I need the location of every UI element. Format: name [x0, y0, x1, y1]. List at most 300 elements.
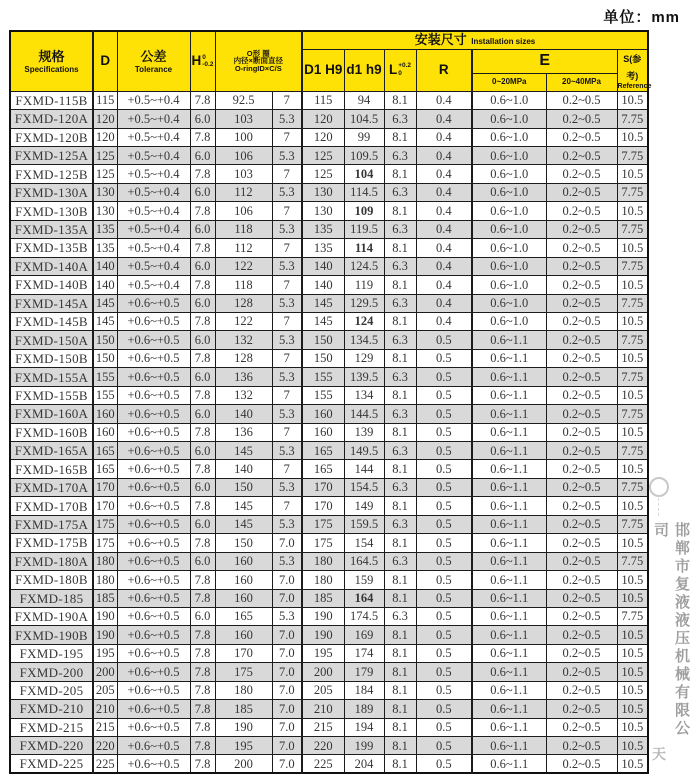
- cell-d1h9: 109.5: [344, 147, 384, 165]
- cell-tol: +0.6~+0.5: [117, 294, 190, 312]
- cell-e2: 0.2~0.5: [546, 755, 617, 773]
- cell-tol: +0.5~+0.4: [117, 239, 190, 257]
- cell-spec: FXMD-115B: [10, 91, 93, 109]
- cell-h: 6.0: [190, 442, 215, 460]
- cell-s: 10.5: [617, 681, 648, 699]
- table-row: [10, 220, 648, 238]
- cell-e2: 0.2~0.5: [546, 497, 617, 515]
- cell-d1h9: 159: [344, 571, 384, 589]
- cell-ocs: 5.3: [272, 607, 302, 625]
- header-s-en: Reference: [617, 83, 652, 91]
- cell-e1: 0.6~1.1: [472, 497, 546, 515]
- cell-d1: 180: [302, 571, 344, 589]
- header-d1h9-small: d1 h9: [344, 49, 384, 91]
- cell-r: 0.5: [416, 700, 472, 718]
- table-row: [10, 497, 648, 515]
- cell-e2: 0.2~0.5: [546, 571, 617, 589]
- table-row: [10, 202, 648, 220]
- cell-s: 10.5: [617, 755, 648, 773]
- cell-l: 6.3: [384, 110, 416, 128]
- cell-d: 180: [93, 552, 117, 570]
- cell-l: 8.1: [384, 718, 416, 736]
- table-row: [10, 700, 648, 718]
- cell-oid: 128: [215, 294, 272, 312]
- cell-h: 6.0: [190, 220, 215, 238]
- cell-d1h9: 129: [344, 349, 384, 367]
- specifications-table: [9, 30, 652, 774]
- cell-d1h9: 179: [344, 663, 384, 681]
- cell-d: 175: [93, 534, 117, 552]
- cell-s: 10.5: [617, 718, 648, 736]
- cell-spec: FXMD-130B: [10, 202, 93, 220]
- cell-l: 8.1: [384, 460, 416, 478]
- cell-tol: +0.6~+0.5: [117, 312, 190, 330]
- cell-spec: FXMD-140B: [10, 276, 93, 294]
- cell-d1h9: 204: [344, 755, 384, 773]
- cell-l: 6.3: [384, 607, 416, 625]
- cell-s: 10.5: [617, 276, 648, 294]
- cell-oid: 190: [215, 718, 272, 736]
- cell-d1h9: 159.5: [344, 515, 384, 533]
- cell-e1: 0.6~1.1: [472, 663, 546, 681]
- cell-e1: 0.6~1.1: [472, 552, 546, 570]
- cell-oid: 145: [215, 515, 272, 533]
- cell-r: 0.5: [416, 442, 472, 460]
- cell-l: 6.3: [384, 552, 416, 570]
- cell-ocs: 7: [272, 239, 302, 257]
- cell-l: 8.1: [384, 589, 416, 607]
- cell-e1: 0.6~1.0: [472, 128, 546, 146]
- cell-s: 10.5: [617, 737, 648, 755]
- cell-ocs: 5.3: [272, 220, 302, 238]
- cell-h: 7.8: [190, 312, 215, 330]
- cell-e2: 0.2~0.5: [546, 423, 617, 441]
- cell-e2: 0.2~0.5: [546, 737, 617, 755]
- cell-tol: +0.5~+0.4: [117, 220, 190, 238]
- table-row: [10, 442, 648, 460]
- cell-s: 7.75: [617, 478, 648, 496]
- cell-r: 0.5: [416, 589, 472, 607]
- cell-l: 6.3: [384, 331, 416, 349]
- table-row: [10, 91, 648, 109]
- cell-h: 7.8: [190, 737, 215, 755]
- cell-r: 0.5: [416, 368, 472, 386]
- cell-tol: +0.5~+0.4: [117, 165, 190, 183]
- cell-r: 0.5: [416, 663, 472, 681]
- cell-oid: 122: [215, 312, 272, 330]
- cell-e2: 0.2~0.5: [546, 515, 617, 533]
- cell-d1: 185: [302, 589, 344, 607]
- cell-ocs: 7: [272, 202, 302, 220]
- cell-spec: FXMD-180A: [10, 552, 93, 570]
- cell-s: 7.75: [617, 110, 648, 128]
- header-d: D: [93, 31, 117, 91]
- cell-spec: FXMD-125B: [10, 165, 93, 183]
- cell-d1h9: 184: [344, 681, 384, 699]
- unit-label: 单位：mm: [603, 9, 680, 26]
- cell-e2: 0.2~0.5: [546, 663, 617, 681]
- cell-d1: 155: [302, 368, 344, 386]
- cell-ocs: 7.0: [272, 737, 302, 755]
- cell-e1: 0.6~1.1: [472, 607, 546, 625]
- cell-s: 10.5: [617, 589, 648, 607]
- cell-d: 215: [93, 718, 117, 736]
- cell-e2: 0.2~0.5: [546, 183, 617, 201]
- cell-spec: FXMD-155A: [10, 368, 93, 386]
- table-row: [10, 239, 648, 257]
- cell-l: 6.3: [384, 515, 416, 533]
- cell-l: 8.1: [384, 700, 416, 718]
- cell-h: 7.8: [190, 663, 215, 681]
- cell-s: 7.75: [617, 442, 648, 460]
- cell-l: 6.3: [384, 368, 416, 386]
- cell-e2: 0.2~0.5: [546, 386, 617, 404]
- cell-oid: 145: [215, 497, 272, 515]
- cell-l: 8.1: [384, 626, 416, 644]
- cell-ocs: 7.0: [272, 644, 302, 662]
- cell-h: 6.0: [190, 147, 215, 165]
- cell-d: 195: [93, 644, 117, 662]
- cell-h: 7.8: [190, 571, 215, 589]
- cell-e1: 0.6~1.1: [472, 349, 546, 367]
- cell-s: 10.5: [617, 239, 648, 257]
- cell-d: 160: [93, 405, 117, 423]
- cell-l: 6.3: [384, 294, 416, 312]
- cell-e1: 0.6~1.0: [472, 91, 546, 109]
- header-tolerance-en: Tolerance: [134, 64, 173, 74]
- table-row: [10, 681, 648, 699]
- cell-d1h9: 139.5: [344, 368, 384, 386]
- cell-d1: 130: [302, 202, 344, 220]
- table-row: [10, 312, 648, 330]
- cell-l: 8.1: [384, 663, 416, 681]
- cell-d1: 180: [302, 552, 344, 570]
- table-row: [10, 755, 648, 773]
- cell-ocs: 7.0: [272, 626, 302, 644]
- cell-d: 150: [93, 331, 117, 349]
- cell-r: 0.5: [416, 681, 472, 699]
- header-tolerance: [117, 31, 190, 91]
- cell-h: 7.8: [190, 534, 215, 552]
- cell-e1: 0.6~1.1: [472, 442, 546, 460]
- cell-tol: +0.6~+0.5: [117, 589, 190, 607]
- cell-oid: 136: [215, 423, 272, 441]
- cell-d1: 225: [302, 755, 344, 773]
- cell-s: 7.75: [617, 183, 648, 201]
- cell-s: 10.5: [617, 423, 648, 441]
- cell-ocs: 5.3: [272, 294, 302, 312]
- cell-l: 8.1: [384, 571, 416, 589]
- cell-d1: 215: [302, 718, 344, 736]
- cell-h: 7.8: [190, 681, 215, 699]
- cell-tol: +0.6~+0.5: [117, 497, 190, 515]
- cell-d1h9: 174.5: [344, 607, 384, 625]
- cell-d1: 170: [302, 478, 344, 496]
- cell-oid: 160: [215, 571, 272, 589]
- cell-d: 200: [93, 663, 117, 681]
- cell-s: 7.75: [617, 220, 648, 238]
- cell-d1h9: 104.5: [344, 110, 384, 128]
- cell-d: 160: [93, 423, 117, 441]
- cell-oid: 112: [215, 183, 272, 201]
- cell-d1: 145: [302, 312, 344, 330]
- cell-spec: FXMD-120A: [10, 110, 93, 128]
- cell-e1: 0.6~1.0: [472, 257, 546, 275]
- cell-spec: FXMD-130A: [10, 183, 93, 201]
- cell-r: 0.4: [416, 294, 472, 312]
- cell-d: 140: [93, 276, 117, 294]
- cell-e2: 0.2~0.5: [546, 276, 617, 294]
- cell-spec: FXMD-180B: [10, 571, 93, 589]
- cell-spec: FXMD-160B: [10, 423, 93, 441]
- cell-s: 10.5: [617, 626, 648, 644]
- cell-oid: 132: [215, 331, 272, 349]
- cell-h: 7.8: [190, 718, 215, 736]
- cell-d: 175: [93, 515, 117, 533]
- cell-oid: 118: [215, 220, 272, 238]
- cell-d1: 165: [302, 442, 344, 460]
- cell-d1h9: 164.5: [344, 552, 384, 570]
- cell-spec: FXMD-160A: [10, 405, 93, 423]
- cell-h: 7.8: [190, 128, 215, 146]
- cell-d: 135: [93, 239, 117, 257]
- cell-e1: 0.6~1.1: [472, 515, 546, 533]
- cell-spec: FXMD-145A: [10, 294, 93, 312]
- cell-d1: 145: [302, 294, 344, 312]
- cell-ocs: 7: [272, 460, 302, 478]
- cell-l: 8.1: [384, 276, 416, 294]
- cell-r: 0.5: [416, 534, 472, 552]
- table-row: [10, 478, 648, 496]
- cell-r: 0.5: [416, 331, 472, 349]
- table-row: [10, 128, 648, 146]
- cell-ocs: 5.3: [272, 368, 302, 386]
- cell-s: 7.75: [617, 515, 648, 533]
- cell-ocs: 7: [272, 423, 302, 441]
- cell-l: 8.1: [384, 128, 416, 146]
- cell-e2: 0.2~0.5: [546, 589, 617, 607]
- cell-h: 6.0: [190, 110, 215, 128]
- cell-d1: 160: [302, 405, 344, 423]
- cell-r: 0.5: [416, 478, 472, 496]
- cell-tol: +0.6~+0.5: [117, 552, 190, 570]
- cell-r: 0.5: [416, 460, 472, 478]
- cell-d: 150: [93, 349, 117, 367]
- cell-oid: 103: [215, 110, 272, 128]
- cell-e1: 0.6~1.1: [472, 700, 546, 718]
- cell-d: 135: [93, 220, 117, 238]
- cell-d: 140: [93, 257, 117, 275]
- cell-d1h9: 129.5: [344, 294, 384, 312]
- cell-l: 8.1: [384, 681, 416, 699]
- cell-d1h9: 194: [344, 718, 384, 736]
- cell-d1h9: 114.5: [344, 183, 384, 201]
- cell-e1: 0.6~1.0: [472, 202, 546, 220]
- cell-spec: FXMD-205: [10, 681, 93, 699]
- cell-d: 185: [93, 589, 117, 607]
- cell-d1: 205: [302, 681, 344, 699]
- cell-e2: 0.2~0.5: [546, 202, 617, 220]
- cell-d1h9: 149.5: [344, 442, 384, 460]
- cell-ocs: 7: [272, 165, 302, 183]
- cell-d1: 190: [302, 607, 344, 625]
- cell-d: 205: [93, 681, 117, 699]
- cell-oid: 150: [215, 478, 272, 496]
- cell-e2: 0.2~0.5: [546, 681, 617, 699]
- side-partial-character: 天: [652, 746, 666, 762]
- cell-d1: 150: [302, 349, 344, 367]
- header-oring-en: O-ringID×C/S: [234, 64, 282, 74]
- cell-ocs: 5.3: [272, 478, 302, 496]
- cell-e1: 0.6~1.1: [472, 368, 546, 386]
- cell-spec: FXMD-175B: [10, 534, 93, 552]
- cell-r: 0.5: [416, 349, 472, 367]
- cell-oid: 140: [215, 405, 272, 423]
- cell-d1: 140: [302, 257, 344, 275]
- cell-tol: +0.6~+0.5: [117, 515, 190, 533]
- cell-h: 7.8: [190, 460, 215, 478]
- cell-h: 7.8: [190, 386, 215, 404]
- cell-spec: FXMD-150B: [10, 349, 93, 367]
- cell-d: 120: [93, 128, 117, 146]
- header-e-high: 20~40MPa: [546, 74, 617, 92]
- table-row: [10, 276, 648, 294]
- cell-d1h9: 119: [344, 276, 384, 294]
- cell-spec: FXMD-150A: [10, 331, 93, 349]
- cell-e2: 0.2~0.5: [546, 220, 617, 238]
- table-row: [10, 737, 648, 755]
- cell-tol: +0.6~+0.5: [117, 331, 190, 349]
- cell-e1: 0.6~1.1: [472, 718, 546, 736]
- cell-ocs: 7.0: [272, 700, 302, 718]
- cell-d: 145: [93, 294, 117, 312]
- cell-spec: FXMD-135B: [10, 239, 93, 257]
- cell-l: 8.1: [384, 423, 416, 441]
- cell-tol: +0.6~+0.5: [117, 460, 190, 478]
- cell-e2: 0.2~0.5: [546, 405, 617, 423]
- cell-e1: 0.6~1.0: [472, 110, 546, 128]
- cell-r: 0.4: [416, 110, 472, 128]
- cell-r: 0.5: [416, 571, 472, 589]
- cell-h: 7.8: [190, 276, 215, 294]
- cell-d1h9: 134: [344, 386, 384, 404]
- cell-l: 8.1: [384, 755, 416, 773]
- cell-tol: +0.6~+0.5: [117, 442, 190, 460]
- cell-d1: 120: [302, 110, 344, 128]
- cell-oid: 195: [215, 737, 272, 755]
- table-row: [10, 405, 648, 423]
- cell-r: 0.5: [416, 718, 472, 736]
- cell-d: 170: [93, 478, 117, 496]
- cell-e2: 0.2~0.5: [546, 644, 617, 662]
- cell-d: 190: [93, 607, 117, 625]
- cell-e1: 0.6~1.1: [472, 644, 546, 662]
- cell-d1h9: 119.5: [344, 220, 384, 238]
- cell-oid: 170: [215, 644, 272, 662]
- cell-e1: 0.6~1.0: [472, 312, 546, 330]
- cell-s: 10.5: [617, 644, 648, 662]
- cell-h: 7.8: [190, 626, 215, 644]
- cell-e2: 0.2~0.5: [546, 312, 617, 330]
- cell-h: 7.8: [190, 497, 215, 515]
- cell-ocs: 5.3: [272, 515, 302, 533]
- cell-e1: 0.6~1.1: [472, 460, 546, 478]
- cell-d1: 140: [302, 276, 344, 294]
- table-row: [10, 183, 648, 201]
- cell-d1h9: 189: [344, 700, 384, 718]
- cell-l: 8.1: [384, 644, 416, 662]
- cell-d1: 115: [302, 91, 344, 109]
- cell-oid: 136: [215, 368, 272, 386]
- cell-e2: 0.2~0.5: [546, 442, 617, 460]
- cell-e1: 0.6~1.0: [472, 147, 546, 165]
- cell-h: 7.8: [190, 91, 215, 109]
- cell-spec: FXMD-170B: [10, 497, 93, 515]
- cell-d: 210: [93, 700, 117, 718]
- table-row: [10, 626, 648, 644]
- cell-s: 10.5: [617, 386, 648, 404]
- cell-d1: 155: [302, 386, 344, 404]
- table-row: [10, 644, 648, 662]
- cell-oid: 132: [215, 386, 272, 404]
- cell-d1: 165: [302, 460, 344, 478]
- header-specifications-zh: 规格: [38, 48, 65, 64]
- table-body: [10, 91, 648, 773]
- cell-oid: 160: [215, 626, 272, 644]
- cell-e2: 0.2~0.5: [546, 294, 617, 312]
- cell-ocs: 7.0: [272, 589, 302, 607]
- cell-h: 6.0: [190, 607, 215, 625]
- cell-e2: 0.2~0.5: [546, 478, 617, 496]
- cell-tol: +0.6~+0.5: [117, 386, 190, 404]
- table-row: [10, 368, 648, 386]
- cell-d: 130: [93, 183, 117, 201]
- cell-h: 7.8: [190, 644, 215, 662]
- header-tolerance-zh: 公差: [140, 48, 167, 64]
- cell-ocs: 7.0: [272, 571, 302, 589]
- cell-spec: FXMD-170A: [10, 478, 93, 496]
- cell-oid: 118: [215, 276, 272, 294]
- cell-e2: 0.2~0.5: [546, 147, 617, 165]
- cell-e1: 0.6~1.1: [472, 681, 546, 699]
- cell-ocs: 5.3: [272, 183, 302, 201]
- cell-l: 6.3: [384, 183, 416, 201]
- cell-e1: 0.6~1.0: [472, 276, 546, 294]
- cell-tol: +0.6~+0.5: [117, 571, 190, 589]
- cell-oid: 150: [215, 534, 272, 552]
- cell-d1h9: 174: [344, 644, 384, 662]
- cell-e2: 0.2~0.5: [546, 552, 617, 570]
- cell-e1: 0.6~1.1: [472, 405, 546, 423]
- cell-tol: +0.5~+0.4: [117, 110, 190, 128]
- cell-d1: 135: [302, 220, 344, 238]
- cell-e2: 0.2~0.5: [546, 165, 617, 183]
- cell-h: 6.0: [190, 478, 215, 496]
- cell-spec: FXMD-175A: [10, 515, 93, 533]
- cell-spec: FXMD-125A: [10, 147, 93, 165]
- header-oring-zh: O形 圈: [246, 48, 270, 58]
- cell-s: 10.5: [617, 571, 648, 589]
- cell-r: 0.5: [416, 737, 472, 755]
- cell-e1: 0.6~1.0: [472, 165, 546, 183]
- cell-ocs: 5.3: [272, 552, 302, 570]
- cell-tol: +0.6~+0.5: [117, 423, 190, 441]
- cell-tol: +0.6~+0.5: [117, 700, 190, 718]
- cell-r: 0.5: [416, 497, 472, 515]
- cell-r: 0.5: [416, 386, 472, 404]
- cell-ocs: 7: [272, 276, 302, 294]
- cell-h: 7.8: [190, 755, 215, 773]
